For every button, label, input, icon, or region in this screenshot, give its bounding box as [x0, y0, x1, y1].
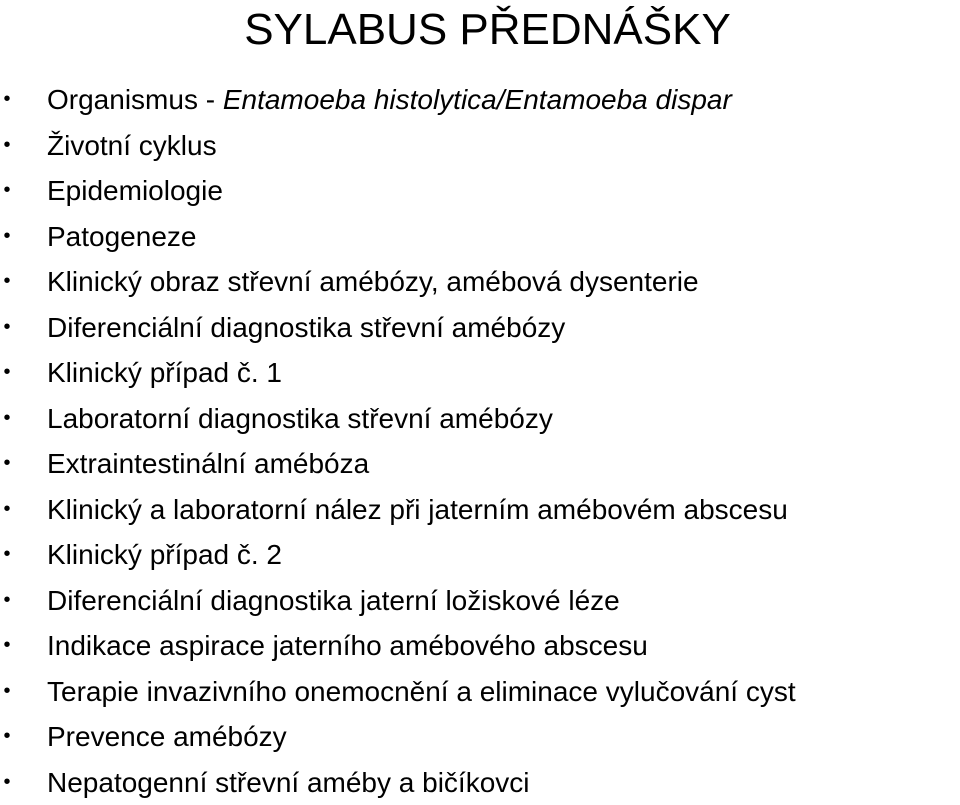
bullet-icon: •: [0, 532, 14, 578]
list-item-text: Životní cyklus: [47, 123, 217, 169]
bullet-icon: •: [0, 623, 14, 669]
bullet-icon: •: [0, 259, 14, 305]
list-item-text: Diferenciální diagnostika střevní amébózy: [47, 305, 565, 351]
bullet-icon: •: [0, 305, 14, 351]
list-item-text: Prevence amébózy: [47, 714, 287, 760]
bullet-icon: •: [0, 396, 14, 442]
bullet-icon: •: [0, 714, 14, 760]
list-item-text: Nepatogenní střevní améby a bičíkovci: [47, 760, 529, 805]
bullet-icon: •: [0, 669, 14, 715]
list-item: [0, 714, 960, 760]
bullet-icon: •: [0, 214, 14, 260]
list-item-text: Extraintestinální amébóza: [47, 441, 369, 487]
list-item-text: Klinický případ č. 2: [47, 532, 282, 578]
list-item: [0, 396, 960, 442]
bullet-icon: •: [0, 487, 14, 533]
bullet-icon: •: [0, 350, 14, 396]
bullet-icon: •: [0, 168, 14, 214]
list-item: [0, 760, 960, 805]
list-item: [0, 123, 960, 169]
list-item-text: Terapie invazivního onemocnění a eliminace vylučování cyst: [47, 669, 796, 715]
list-item-text: Diferenciální diagnostika jaterní ložiskové léze: [47, 578, 620, 624]
bullet-icon: •: [0, 441, 14, 487]
list-item: [0, 259, 960, 305]
bullet-icon: •: [0, 123, 14, 169]
list-item: [0, 168, 960, 214]
list-item-prefix: Organismus -: [47, 84, 223, 115]
list-item-text: Klinický obraz střevní amébózy, amébová dysenterie: [47, 259, 699, 305]
list-item-text: Epidemiologie: [47, 168, 223, 214]
list-item: [0, 305, 960, 351]
list-item: [0, 350, 960, 396]
syllabus-list: [0, 77, 960, 805]
list-item-text: Klinický případ č. 1: [47, 350, 282, 396]
list-item: [0, 77, 960, 123]
list-item: [0, 623, 960, 669]
list-item: [0, 214, 960, 260]
list-item: [0, 669, 960, 715]
list-item-text: Laboratorní diagnostika střevní amébózy: [47, 396, 553, 442]
list-item: [0, 441, 960, 487]
list-item: [0, 578, 960, 624]
list-item-text: Patogeneze: [47, 214, 196, 260]
list-item: [0, 487, 960, 533]
organism-name: Entamoeba histolytica/Entamoeba dispar: [223, 84, 732, 115]
bullet-icon: •: [0, 760, 14, 805]
bullet-icon: •: [0, 77, 14, 123]
bullet-icon: •: [0, 578, 14, 624]
list-item-text: Klinický a laboratorní nález při jaterním amébovém abscesu: [47, 487, 788, 533]
list-item-text: [47, 77, 732, 123]
list-item: [0, 532, 960, 578]
list-item-text: Indikace aspirace jaterního amébového abscesu: [47, 623, 648, 669]
page-title: SYLABUS PŘEDNÁŠKY: [0, 4, 960, 56]
